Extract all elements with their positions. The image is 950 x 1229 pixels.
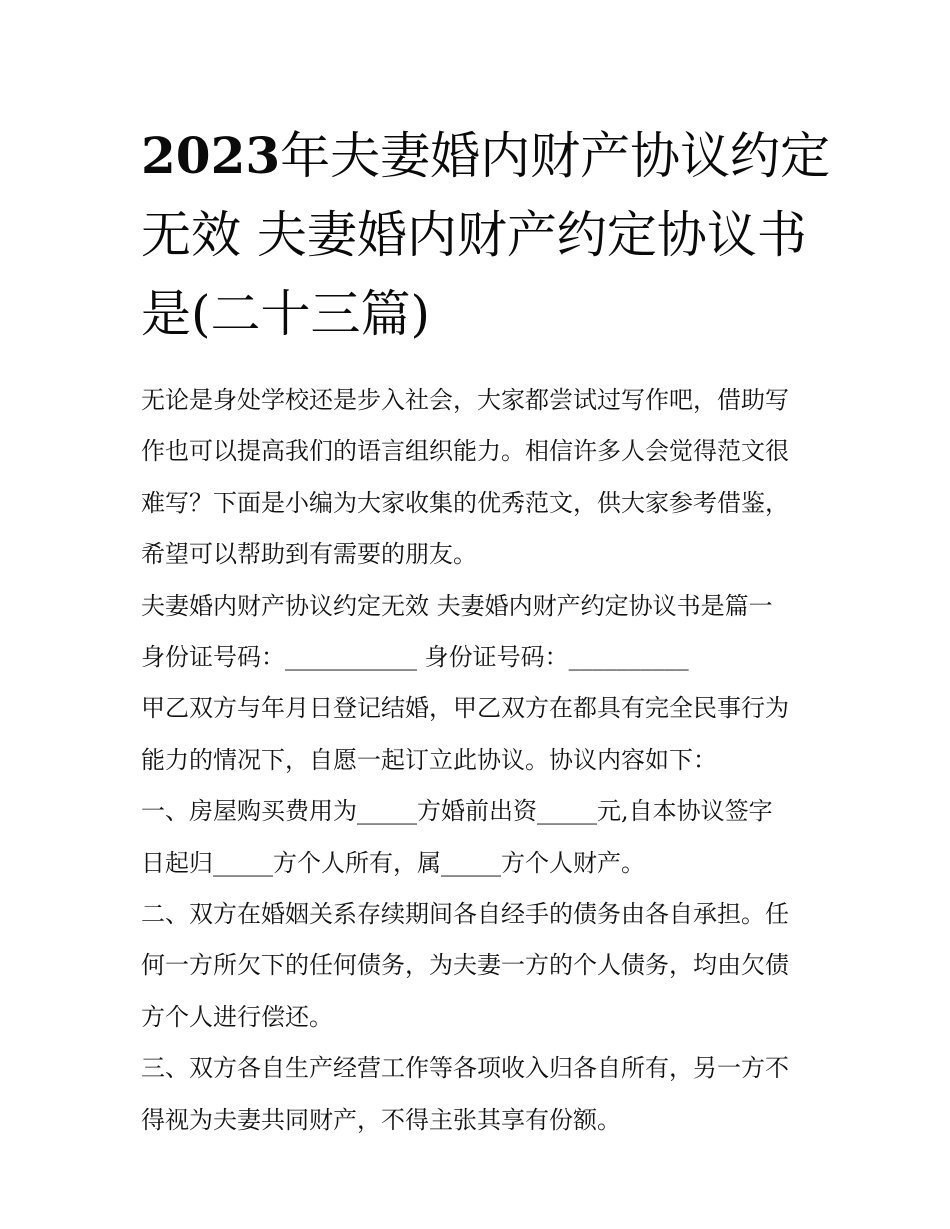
clause-1 [141,786,821,889]
clause-2-line: 二、双方在婚姻关系存续期间各自经手的债务由各自承担。任 [141,900,789,929]
clause-3-line: 得视为夫妻共同财产，不得主张其享有份额。 [141,1105,621,1134]
clause-2-line: 方个人进行偿还。 [141,1002,333,1031]
id-number-line: 身份证号码：___________ 身份证号码：__________ [141,643,689,672]
clause-3-line: 三、双方各自生产经营工作等各项收入归各自所有，另一方不 [141,1054,789,1083]
id-number-fields [141,632,821,683]
document-title [141,116,831,354]
clause-2-line: 何一方所欠下的任何债务，为夫妻一方的个人债务，均由欠债 [141,951,789,980]
clause-2 [141,889,821,1043]
title-line-1-text: 年夫妻婚内财产协议约定 [280,127,831,185]
clause-3 [141,1043,821,1146]
section-heading [141,581,821,632]
clause-1-line: 日起归_____方个人所有，属_____方个人财产。 [141,848,645,877]
section-heading-line: 夫妻婚内财产协议约定无效 夫妻婚内财产约定协议书是篇一 [141,591,773,620]
agreement-preamble [141,683,821,786]
intro-line: 难写？下面是小编为大家收集的优秀范文，供大家参考借鉴， [141,488,789,517]
document-page [141,116,831,1146]
preamble-line: 能力的情况下，自愿一起订立此协议。协议内容如下： [141,745,717,774]
clause-1-line: 一、房屋购买费用为_____方婚前出资_____元,自本协议签字 [141,797,773,826]
intro-line: 希望可以帮助到有需要的朋友。 [141,540,477,569]
title-year: 2023 [141,126,281,185]
preamble-line: 甲乙双方与年月日登记结婚，甲乙双方在都具有完全民事行为 [141,694,789,723]
intro-paragraph [141,375,821,581]
intro-line: 作也可以提高我们的语言组织能力。相信许多人会觉得范文很 [141,437,789,466]
intro-line: 无论是身处学校还是步入社会，大家都尝试过写作吧，借助写 [141,386,789,414]
title-line-1 [141,116,831,196]
document-body [141,375,821,1146]
title-line-2: 无效 夫妻婚内财产约定协议书 [141,206,807,264]
title-line-3: 是(二十三篇) [141,285,431,343]
